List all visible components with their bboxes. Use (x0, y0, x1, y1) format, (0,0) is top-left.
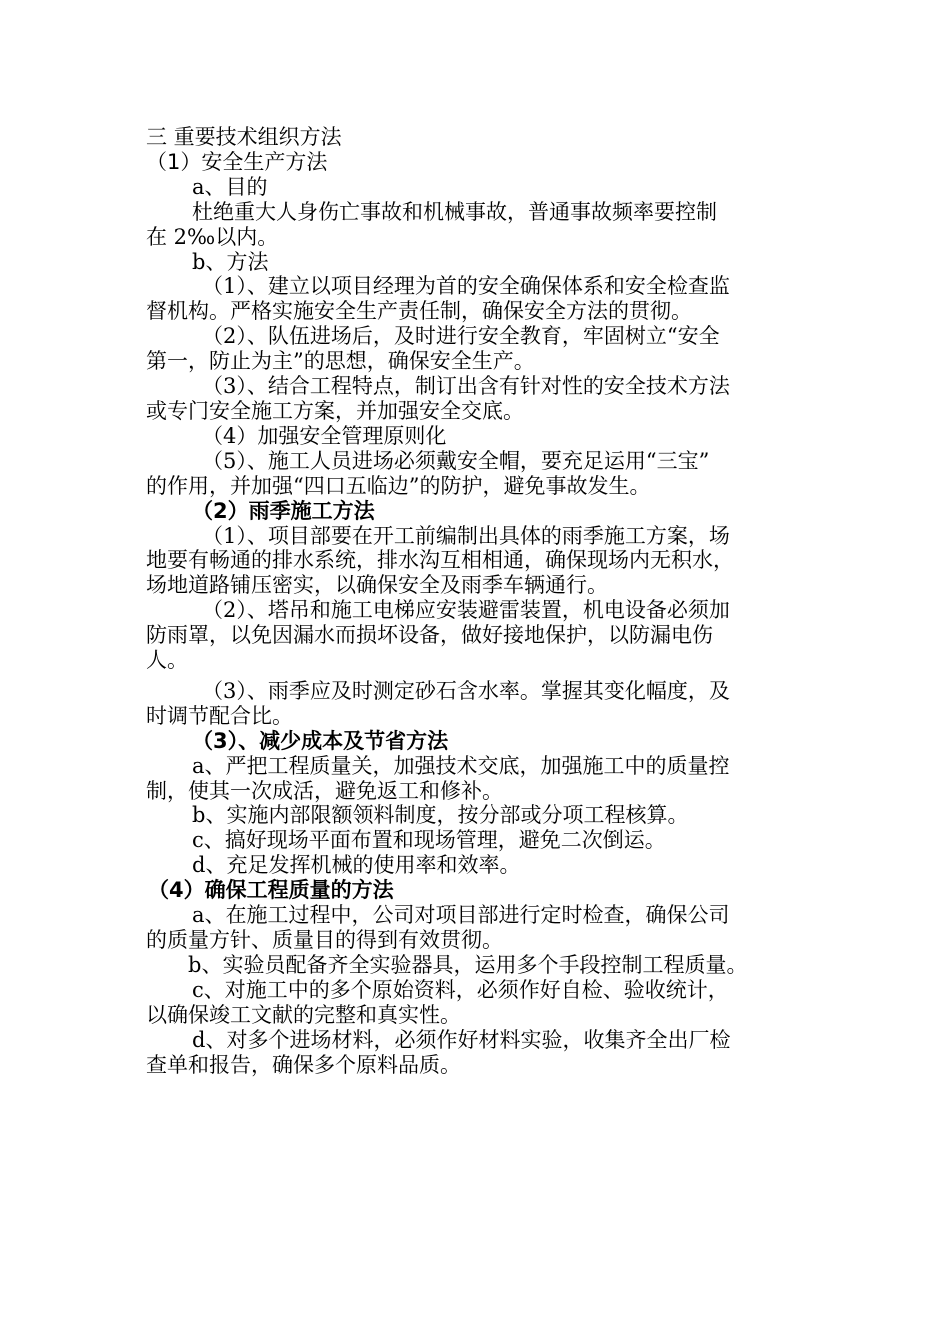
quality-item-b: b、实验员配备齐全实验器具，运用多个手段控制工程质量。 (188, 952, 748, 977)
quality-item-d-line1: d、对多个进场材料，必须作好材料实验，收集齐全出厂检 (192, 1027, 731, 1052)
rain-item1-line2: 地要有畅通的排水系统，排水沟互相相通，确保现场内无积水， (146, 548, 734, 573)
rain-item1-line3: 场地道路铺压密实，以确保安全及雨季车辆通行。 (146, 573, 608, 598)
safety-goal-text-line2: 在 2‰以内。 (146, 224, 279, 249)
rain-item3-line2: 时调节配合比。 (146, 703, 293, 728)
safety-item5-line1: （5）、施工人员进场必须戴安全帽，要充足运用“三宝” (202, 448, 710, 473)
quality-item-a-line2: 的质量方针、质量目的得到有效贯彻。 (146, 928, 503, 952)
safety-item4: （4）加强安全管理原则化 (202, 423, 447, 448)
document-body (146, 125, 810, 1077)
rain-item3-line1: （3）、雨季应及时测定砂石含水率。掌握其变化幅度，及 (202, 678, 730, 703)
safety-item2-line2: 第一，防止为主”的思想，确保安全生产。 (146, 349, 535, 374)
heading-rainy-season: （2）雨季施工方法 (192, 498, 375, 523)
safety-item3-line1: （3）、结合工程特点，制订出含有针对性的安全技术方法 (202, 374, 730, 399)
safety-item3-line2: 或专门安全施工方案，并加强安全交底。 (146, 398, 524, 423)
quality-item-a-line1: a、在施工过程中，公司对项目部进行定时检查，确保公司 (192, 903, 730, 928)
heading-safety-production: （1）安全生产方法 (146, 149, 328, 174)
cost-item-d: d、充足发挥机械的使用率和效率。 (192, 853, 521, 878)
safety-item1-line2: 督机构。严格实施安全生产责任制，确保安全方法的贯彻。 (146, 299, 692, 324)
cost-item-b: b、实施内部限额领料制度，按分部或分项工程核算。 (192, 803, 689, 828)
cost-item-a-line2: 制，使其一次成活，避免返工和修补。 (146, 778, 503, 803)
rain-item2-line3: 人。 (146, 648, 188, 673)
cost-item-c: c、搞好现场平面布置和现场管理，避免二次倒运。 (192, 828, 666, 853)
heading-quality-assurance: （4）确保工程质量的方法 (148, 878, 394, 903)
safety-goal-label: a、目的 (192, 174, 268, 199)
safety-item2-line1: （2）、队伍进场后，及时进行安全教育，牢固树立“安全 (202, 324, 720, 349)
safety-item1-line1: （1）、建立以项目经理为首的安全确保体系和安全检查监 (202, 274, 730, 299)
cost-item-a-line1: a、严把工程质量关，加强技术交底，加强施工中的质量控 (192, 753, 730, 778)
safety-method-label: b、方法 (192, 249, 269, 274)
safety-item5-line2: 的作用，并加强“四口五临边”的防护，避免事故发生。 (146, 473, 651, 498)
quality-item-c-line1: c、对施工中的多个原始资料，必须作好自检、验收统计， (192, 977, 729, 1002)
quality-item-d-line2: 查单和报告，确保多个原料品质。 (146, 1052, 461, 1077)
safety-goal-text-line1: 杜绝重大人身伤亡事故和机械事故，普通事故频率要控制 (192, 199, 717, 224)
heading-cost-saving: （3）、减少成本及节省方法 (192, 728, 449, 753)
section-title: 三 重要技术组织方法 (146, 125, 342, 149)
rain-item2-line2: 防雨罩，以免因漏水而损坏设备，做好接地保护，以防漏电伤 (146, 623, 713, 648)
rain-item2-line1: （2）、塔吊和施工电梯应安装避雷装置，机电设备必须加 (202, 598, 730, 623)
rain-item1-line1: （1）、项目部要在开工前编制出具体的雨季施工方案，场 (202, 523, 730, 548)
quality-item-c-line2: 以确保竣工文献的完整和真实性。 (146, 1002, 461, 1027)
